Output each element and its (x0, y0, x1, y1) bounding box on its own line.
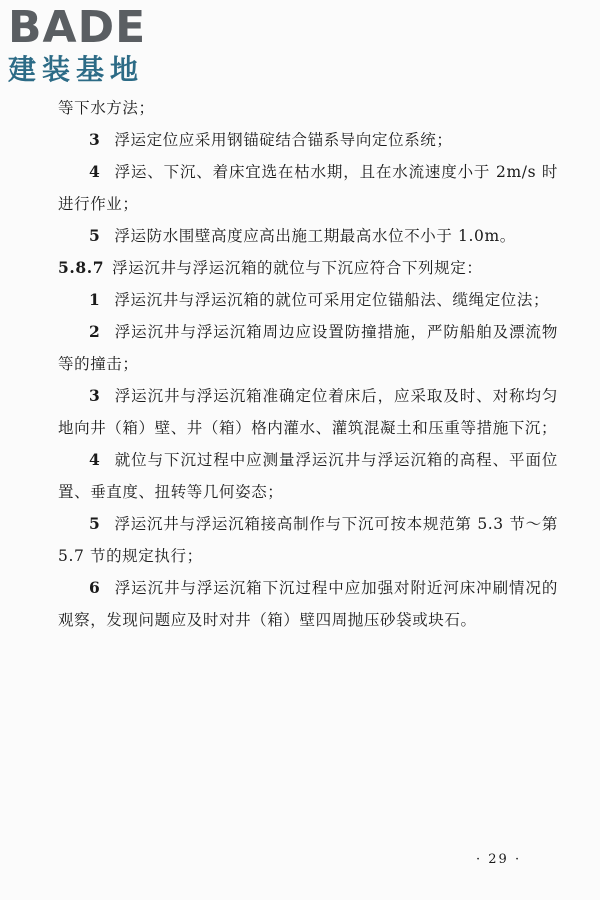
paragraph-text: 浮运沉井与浮运沉箱准确定位着床后，应采取及时、对称均匀地向井（箱）壁、井（箱）格内灌水、灌筑混凝土和压重等措施下沉； (58, 387, 558, 437)
list-item (58, 284, 558, 316)
logo (8, 4, 178, 90)
paragraph-text: 浮运防水围壁高度应高出施工期最高水位不小于 1.0m。 (114, 227, 516, 245)
list-item (58, 444, 558, 508)
paragraph-text: 浮运沉井与浮运沉箱周边应设置防撞措施，严防船舶及漂流物等的撞击； (58, 323, 558, 373)
item-number: 4 (89, 162, 101, 181)
item-number: 4 (89, 450, 101, 469)
item-number: 5 (89, 514, 101, 533)
logo-chinese-name: 建装基地 (8, 53, 145, 86)
list-item (58, 316, 558, 380)
item-number: 3 (89, 130, 101, 149)
list-item (58, 156, 558, 220)
paragraph-text: 浮运沉井与浮运沉箱的就位与下沉应符合下列规定： (112, 259, 483, 277)
section-clause (58, 252, 558, 284)
paragraph-text: 浮运、下沉、着床宜选在枯水期，且在水流速度小于 2m/s 时进行作业； (58, 163, 558, 213)
list-item (58, 220, 558, 252)
item-number: 6 (89, 578, 101, 597)
item-number: 2 (89, 322, 101, 341)
paragraph-text: 浮运沉井与浮运沉箱下沉过程中应加强对附近河床冲刷情况的观察，发现问题应及时对井（箱）壁四周抛压砂袋或块石。 (58, 579, 558, 629)
document-body (58, 92, 558, 636)
section-number: 5.8.7 (58, 258, 105, 277)
logo-wordmark: BADE (8, 2, 147, 53)
paragraph-text: 就位与下沉过程中应测量浮运沉井与浮运沉箱的高程、平面位置、垂直度、扭转等几何姿态； (58, 451, 558, 501)
item-number: 1 (89, 290, 101, 309)
list-item (58, 508, 558, 572)
paragraph-text: 浮运定位应采用钢锚碇结合锚系导向定位系统； (114, 131, 453, 149)
list-item (58, 380, 558, 444)
list-item (58, 124, 558, 156)
page-number: · 29 · (476, 852, 522, 867)
list-item (58, 572, 558, 636)
item-number: 5 (89, 226, 101, 245)
paragraph-continuation (58, 92, 558, 124)
paragraph-text: 浮运沉井与浮运沉箱的就位可采用定位锚船法、缆绳定位法； (114, 291, 550, 309)
paragraph-text: 等下水方法； (58, 99, 155, 117)
paragraph-text: 浮运沉井与浮运沉箱接高制作与下沉可按本规范第 5.3 节～第 5.7 节的规定执行； (58, 515, 558, 565)
item-number: 3 (89, 386, 101, 405)
